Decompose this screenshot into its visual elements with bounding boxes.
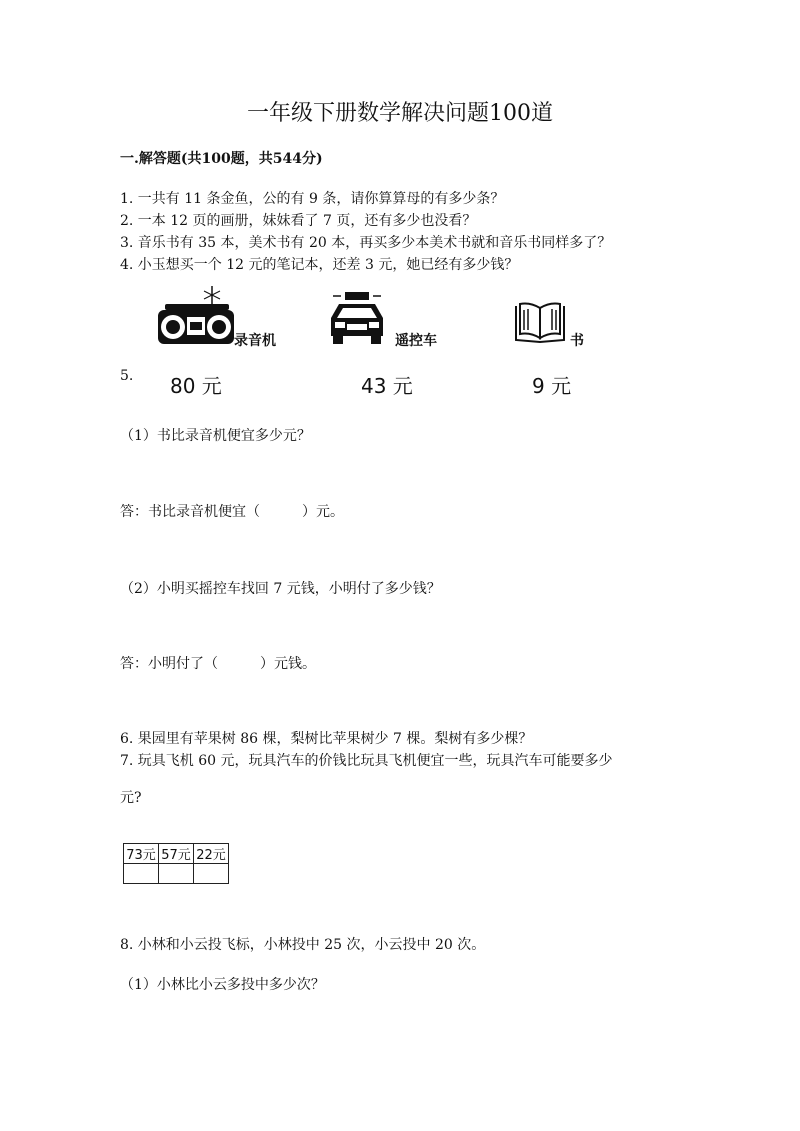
question-4: 4. 小玉想买一个 12 元的笔记本，还差 3 元，她已经有多少钱？: [120, 257, 519, 273]
car-icon: [325, 290, 389, 346]
item-price-car: 43 元: [361, 374, 413, 398]
question-8-part-1: （1）小林比小云多投中多少次？: [120, 977, 325, 993]
answer-cell: [124, 864, 159, 884]
price-table: [123, 843, 229, 884]
question-3: 3. 音乐书有 35 本，美术书有 20 本，再买多少本美术书就和音乐书同样多了？: [120, 235, 612, 251]
price-cell: 22元: [194, 844, 229, 864]
section-heading: 一.解答题(共100题，共544分): [120, 151, 323, 167]
answer-cell: [159, 864, 194, 884]
price-cell: 73元: [124, 844, 159, 864]
question-5-answer-1: 答：书比录音机便宜（ ）元。: [120, 504, 344, 520]
radio-icon: [155, 282, 237, 346]
item-label-radio: 录音机: [234, 333, 276, 349]
item-price-radio: 80 元: [170, 374, 222, 398]
price-cell: 57元: [159, 844, 194, 864]
question-2: 2. 一本 12 页的画册，妹妹看了 7 页，还有多少也没看？: [120, 213, 477, 229]
question-7-line-1: 7. 玩具飞机 60 元，玩具汽车的价钱比玩具飞机便宜一些，玩具汽车可能要多少: [120, 753, 613, 769]
item-label-book: 书: [570, 333, 584, 349]
question-8: 8. 小林和小云投飞标，小林投中 25 次，小云投中 20 次。: [120, 937, 486, 953]
question-5-answer-2: 答：小明付了（ ）元钱。: [120, 656, 316, 672]
question-1: 1. 一共有 11 条金鱼，公的有 9 条，请你算算母的有多少条？: [120, 191, 505, 207]
question-6: 6. 果园里有苹果树 86 棵，梨树比苹果树少 7 棵。梨树有多少棵？: [120, 731, 533, 747]
book-icon: [512, 302, 568, 346]
question-7-line-2: 元?: [120, 790, 142, 806]
page-title: 一年级下册数学解决问题100道: [247, 101, 553, 126]
question-5-part-2: （2）小明买摇控车找回 7 元钱，小明付了多少钱？: [120, 581, 441, 597]
item-label-car: 遥控车: [395, 333, 437, 349]
question-5-part-1: （1）书比录音机便宜多少元？: [120, 428, 311, 444]
question-5-number: 5.: [120, 368, 134, 384]
item-price-book: 9 元: [532, 374, 572, 398]
answer-cell: [194, 864, 229, 884]
